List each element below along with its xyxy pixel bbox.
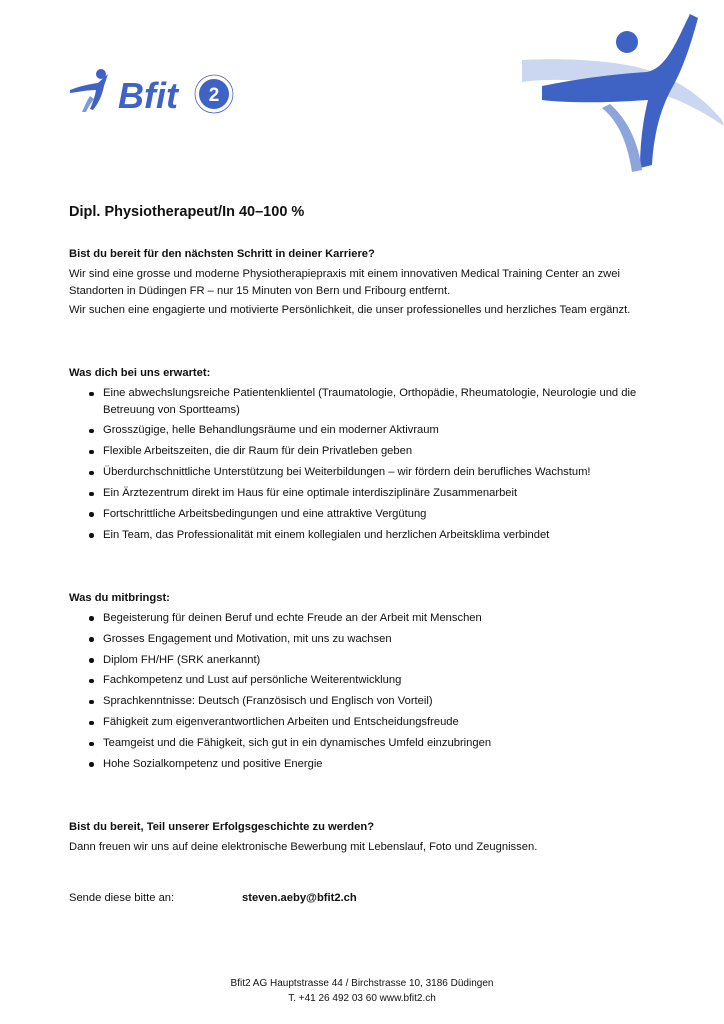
list-item: Ein Team, das Professionalität mit einem kollegialen und herzlichen Arbeitsklima verbindet	[69, 527, 654, 544]
job-title: Dipl. Physiotherapeut/In 40–100 %	[69, 204, 305, 220]
contact-label: Sende diese bitte an:	[69, 891, 175, 904]
list-item: Fortschrittliche Arbeitsbedingungen und eine attraktive Vergütung	[69, 506, 654, 523]
page-footer	[0, 976, 724, 1006]
logo-brand-text: Bfit	[118, 75, 178, 116]
contact-email-link[interactable]: steven.aeby@bfit2.ch	[242, 891, 357, 904]
footer-address: Bfit2 AG Hauptstrasse 44 / Birchstrasse 10, 3186 Düdingen	[230, 978, 494, 989]
list-item: Grosses Engagement und Motivation, mit uns zu wachsen	[69, 631, 654, 648]
intro-paragraph-1: Wir sind eine grosse und moderne Physiotherapiepraxis mit einem innovativen Medical Training Center an zwei Standorten in Düdingen FR – nur 15 Minuten von Bern und Fribourg entfernt.	[69, 268, 620, 297]
footer-phone-web: T. +41 26 492 03 60 www.bfit2.ch	[288, 993, 436, 1004]
list-item: Fachkompetenz und Lust auf persönliche Weiterentwicklung	[69, 672, 654, 689]
list-item: Flexible Arbeitszeiten, die dir Raum für dein Privatleben geben	[69, 443, 654, 460]
list-item: Sprachkenntnisse: Deutsch (Französisch und Englisch von Vorteil)	[69, 693, 654, 710]
list-item: Überdurchschnittliche Unterstützung bei Weiterbildungen – wir fördern dein berufliches Wachstum!	[69, 464, 654, 481]
runner-figure-icon	[522, 0, 724, 175]
decorative-runner-figure	[522, 0, 724, 175]
bfit2-logo-graphic	[68, 66, 238, 120]
offer-heading: Was dich bei uns erwartet:	[69, 367, 211, 379]
bfit2-logo	[68, 66, 238, 120]
intro-heading: Bist du bereit für den nächsten Schritt in deiner Karriere?	[69, 248, 375, 260]
list-item: Fähigkeit zum eigenverantwortlichen Arbeiten und Entscheidungsfreude	[69, 714, 654, 731]
requirements-list	[69, 610, 654, 773]
list-item: Grosszügige, helle Behandlungsräume und ein moderner Aktivraum	[69, 422, 654, 439]
requirements-heading: Was du mitbringst:	[69, 591, 170, 604]
logo-number-text: 2	[208, 85, 220, 106]
closing-heading: Bist du bereit, Teil unserer Erfolgsgeschichte zu werden?	[69, 820, 375, 833]
intro-paragraph-2: Wir suchen eine engagierte und motivierte Persönlichkeit, die unser professionelles und herzliches Team ergänzt.	[69, 304, 631, 316]
closing-text: Dann freuen wir uns auf deine elektronische Bewerbung mit Lebenslauf, Foto und Zeugnissen.	[69, 840, 538, 853]
list-item: Teamgeist und die Fähigkeit, sich gut in ein dynamisches Umfeld einzubringen	[69, 735, 654, 752]
contact-row	[69, 890, 654, 906]
logo-figure-icon	[70, 69, 108, 112]
list-item: Eine abwechslungsreiche Patientenklientel (Traumatologie, Orthopädie, Rheumatologie, Neurologie und die Betreuung von Sportteams)	[69, 385, 654, 418]
offer-list	[69, 385, 654, 543]
list-item: Ein Ärztezentrum direkt im Haus für eine optimale interdisziplinäre Zusammenarbeit	[69, 485, 654, 502]
main-content	[69, 204, 654, 906]
list-item: Hohe Sozialkompetenz und positive Energie	[69, 756, 654, 773]
list-item: Begeisterung für deinen Beruf und echte Freude an der Arbeit mit Menschen	[69, 610, 654, 627]
list-item: Diplom FH/HF (SRK anerkannt)	[69, 652, 654, 669]
